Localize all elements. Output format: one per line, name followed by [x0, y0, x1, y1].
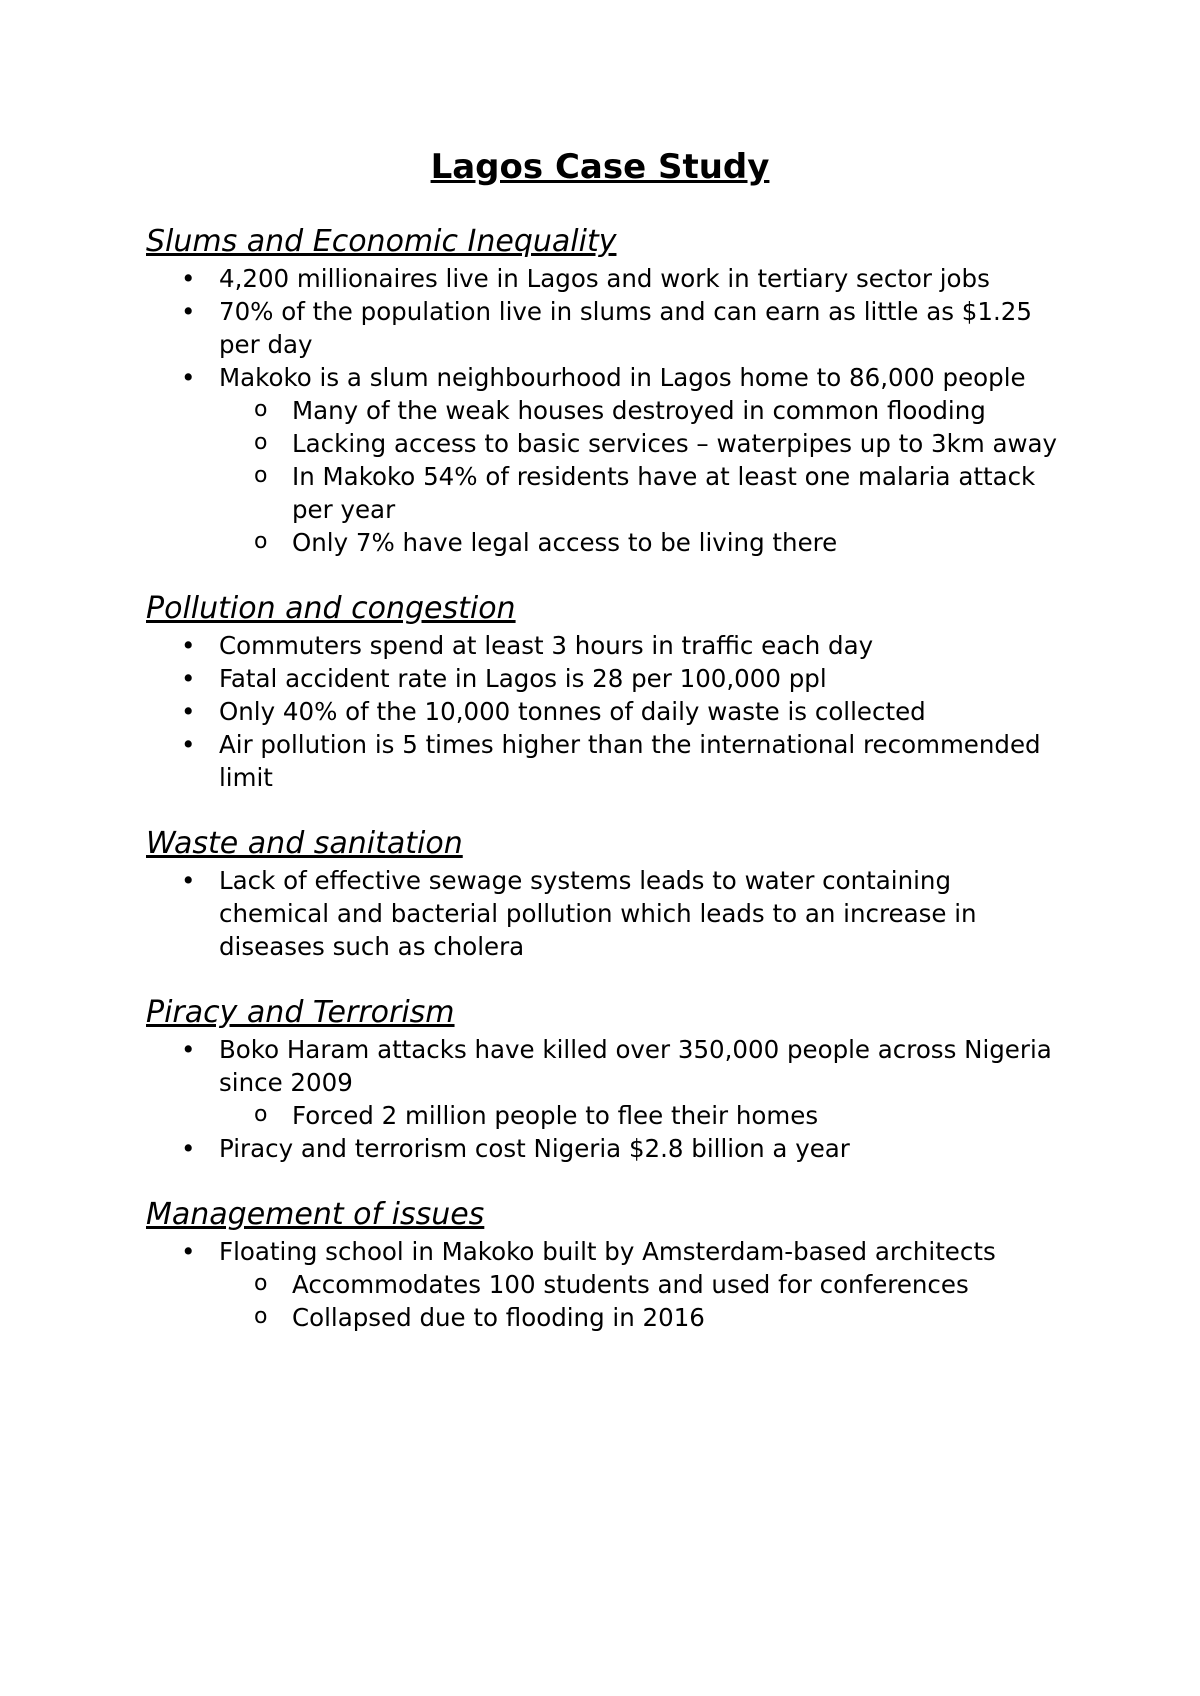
sub-list-item — [146, 1099, 1066, 1132]
list-item-text: 4,200 millionaires live in Lagos and work in tertiary sector jobs — [219, 264, 990, 293]
list-item-text: Air pollution is 5 times higher than the international recommended limit — [219, 730, 1041, 792]
bullet-list — [146, 1235, 1066, 1334]
list-item — [146, 662, 1066, 695]
sub-list-item — [146, 526, 1066, 559]
list-item — [146, 361, 1066, 394]
circle-bullet-icon: o — [254, 529, 268, 554]
bullet-icon: • — [181, 697, 196, 726]
list-item — [146, 1132, 1066, 1165]
list-item — [146, 262, 1066, 295]
sub-list-item — [146, 460, 1066, 526]
list-item-text: Commuters spend at least 3 hours in traffic each day — [219, 631, 874, 660]
section-heading: Pollution and congestion — [146, 591, 516, 626]
list-item — [146, 728, 1066, 794]
bullet-list — [146, 629, 1066, 794]
page-title: Lagos Case Study — [430, 147, 770, 187]
list-item-text: Fatal accident rate in Lagos is 28 per 100,000 ppl — [219, 664, 827, 693]
sub-list-item — [146, 1268, 1066, 1301]
section-heading: Piracy and Terrorism — [146, 995, 455, 1030]
circle-bullet-icon: o — [254, 463, 268, 488]
bullet-icon: • — [181, 1134, 196, 1163]
circle-bullet-icon: o — [254, 430, 268, 455]
circle-bullet-icon: o — [254, 1102, 268, 1127]
section-management — [146, 1195, 1066, 1334]
list-item — [146, 1033, 1066, 1099]
section-slums — [146, 222, 1066, 559]
list-item-text: Makoko is a slum neighbourhood in Lagos home to 86,000 people — [219, 363, 1026, 392]
list-item-text: In Makoko 54% of residents have at least one malaria attack per year — [292, 462, 1036, 524]
bullet-icon: • — [181, 664, 196, 693]
sub-list-item — [146, 427, 1066, 460]
list-item-text: Boko Haram attacks have killed over 350,000 people across Nigeria since 2009 — [219, 1035, 1052, 1097]
circle-bullet-icon: o — [254, 397, 268, 422]
list-item-text: Floating school in Makoko built by Amsterdam-based architects — [219, 1237, 996, 1266]
bullet-icon: • — [181, 866, 196, 895]
bullet-icon: • — [181, 1035, 196, 1064]
bullet-icon: • — [181, 631, 196, 660]
section-piracy — [146, 993, 1066, 1165]
bullet-list — [146, 864, 1066, 963]
bullet-icon: • — [181, 297, 196, 326]
circle-bullet-icon: o — [254, 1271, 268, 1296]
bullet-icon: • — [181, 1237, 196, 1266]
list-item-text: Lacking access to basic services – waterpipes up to 3km away — [292, 429, 1058, 458]
section-heading: Slums and Economic Inequality — [146, 224, 617, 259]
bullet-list — [146, 1033, 1066, 1165]
bullet-list — [146, 262, 1066, 559]
list-item — [146, 695, 1066, 728]
document-body — [146, 222, 1066, 1364]
list-item-text: Lack of effective sewage systems leads to water containing chemical and bacterial pollution which leads to an increase in diseases such as cholera — [219, 866, 977, 961]
list-item-text: Only 40% of the 10,000 tonnes of daily waste is collected — [219, 697, 926, 726]
circle-bullet-icon: o — [254, 1304, 268, 1329]
list-item-text: Only 7% have legal access to be living there — [292, 528, 838, 557]
list-item-text: Collapsed due to flooding in 2016 — [292, 1303, 705, 1332]
list-item — [146, 295, 1066, 361]
bullet-icon: • — [181, 363, 196, 392]
list-item — [146, 1235, 1066, 1268]
list-item — [146, 864, 1066, 963]
bullet-icon: • — [181, 264, 196, 293]
section-waste — [146, 824, 1066, 963]
list-item-text: Many of the weak houses destroyed in common flooding — [292, 396, 986, 425]
list-item — [146, 629, 1066, 662]
sub-list-item — [146, 1301, 1066, 1334]
sub-list-item — [146, 394, 1066, 427]
section-pollution — [146, 589, 1066, 794]
list-item-text: Forced 2 million people to flee their homes — [292, 1101, 819, 1130]
section-heading: Waste and sanitation — [146, 826, 463, 861]
bullet-icon: • — [181, 730, 196, 759]
list-item-text: Piracy and terrorism cost Nigeria $2.8 billion a year — [219, 1134, 850, 1163]
list-item-text: Accommodates 100 students and used for conferences — [292, 1270, 969, 1299]
section-heading: Management of issues — [146, 1197, 485, 1232]
list-item-text: 70% of the population live in slums and can earn as little as $1.25 per day — [219, 297, 1032, 359]
